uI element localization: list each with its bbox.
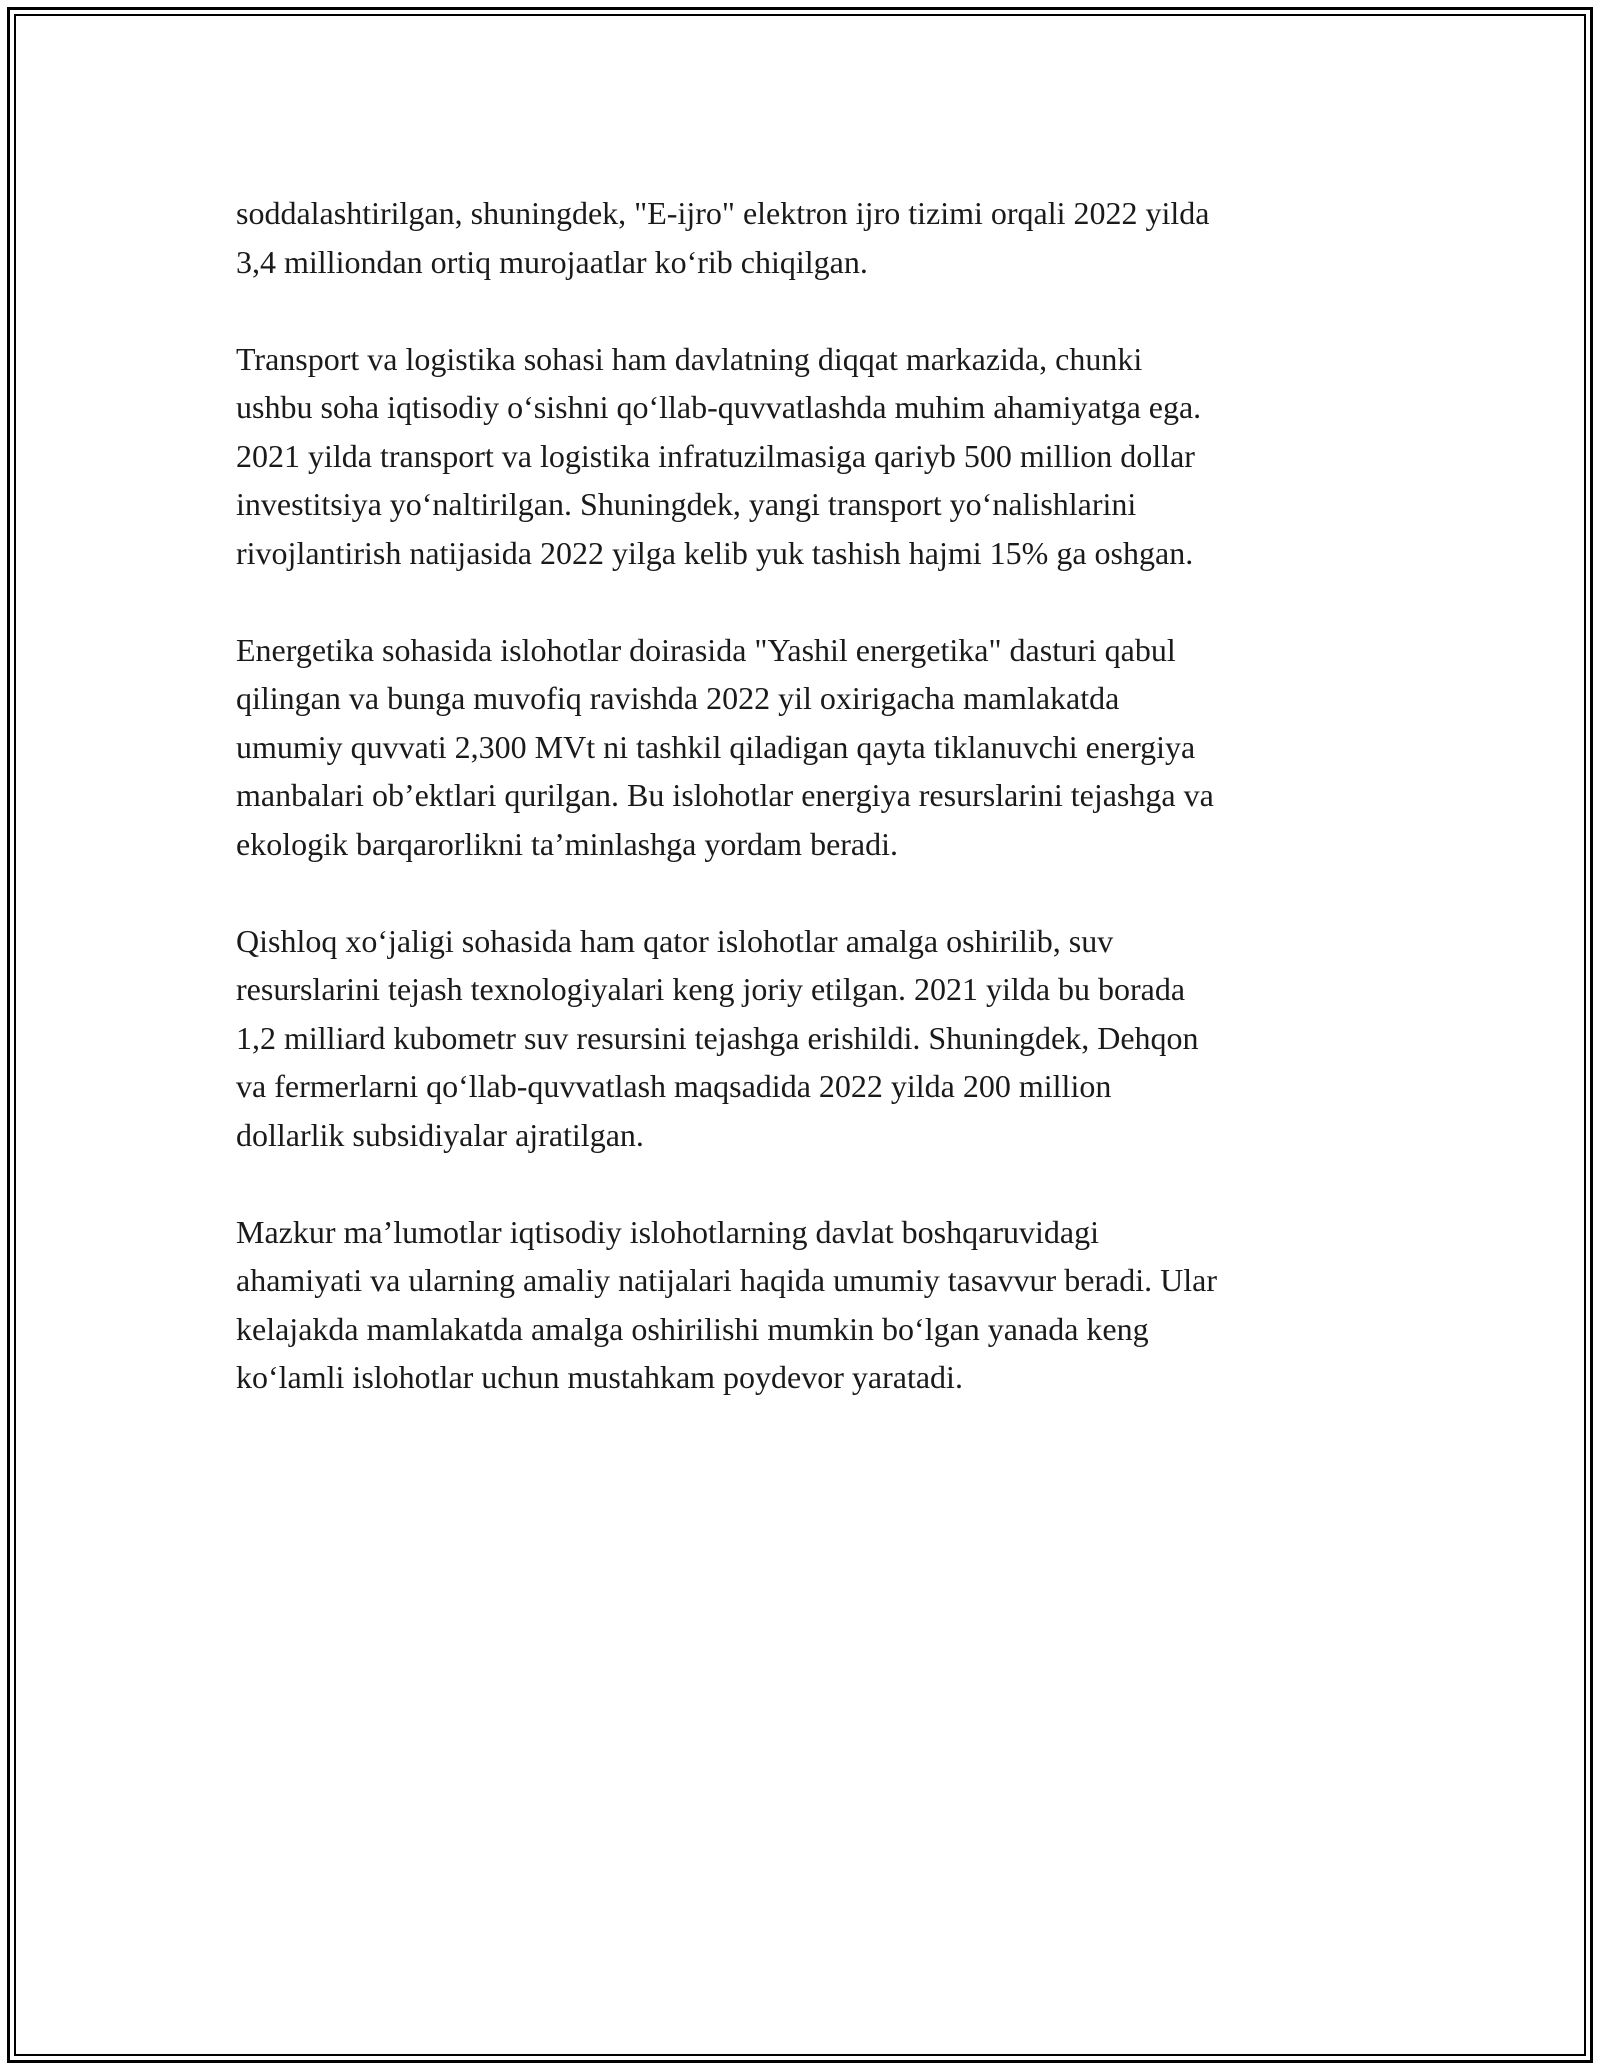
text-line: qilingan va bunga muvofiq ravishda 2022 yil oxirigacha mamlakatda [236,680,1120,716]
text-line: ahamiyati va ularning amaliy natijalari haqida umumiy tasavvur beradi. Ular [236,1262,1217,1298]
paragraph-xulosa [236,1208,1376,1402]
text-line: rivojlantirish natijasida 2022 yilga kelib yuk tashish hajmi 15% ga oshgan. [236,534,1194,571]
document-body [236,189,1376,1450]
text-line: 1,2 milliard kubometr suv resursini tejashga erishildi. Shuningdek, Dehqon [236,1019,1199,1056]
text-line: ushbu soha iqtisodiy o‘sishni qo‘llab-quvvatlashda muhim ahamiyatga ega. [236,389,1202,425]
text-line: kelajakda mamlakatda amalga oshirilishi mumkin bo‘lgan yanada keng [236,1310,1149,1347]
paragraph-qishloq-xojaligi [236,917,1376,1160]
text-line: 3,4 milliondan ortiq murojaatlar ko‘rib chiqilgan. [236,243,868,280]
text-line: Mazkur ma’lumotlar iqtisodiy islohotlarning davlat boshqaruvidagi [236,1213,1099,1250]
text-line: ko‘lamli islohotlar uchun mustahkam poydevor yaratadi. [236,1359,963,1395]
text-line: 2021 yilda transport va logistika infratuzilmasiga qariyb 500 million dollar [236,437,1195,474]
text-line: Qishloq xo‘jaligi sohasida ham qator islohotlar amalga oshirilib, suv [236,922,1114,959]
paragraph-energetika [236,626,1376,869]
text-line: manbalari ob’ektlari qurilgan. Bu islohotlar energiya resurslarini tejashga va [236,777,1214,813]
text-line: Transport va logistika sohasi ham davlatning diqqat markazida, chunki [236,340,1143,377]
text-line: umumiy quvvati 2,300 MVt ni tashkil qiladigan qayta tiklanuvchi energiya [236,728,1196,765]
paragraph-transport [236,335,1376,578]
text-line: va fermerlarni qo‘llab-quvvatlash maqsadida 2022 yilda 200 million [236,1068,1112,1104]
text-line: Energetika sohasida islohotlar doirasida "Yashil energetika" dasturi qabul [236,631,1176,668]
text-line: dollarlik subsidiyalar ajratilgan. [236,1116,644,1153]
text-line: investitsiya yo‘naltirilgan. Shuningdek, yangi transport yo‘nalishlarini [236,486,1137,522]
text-line: soddalashtirilgan, shuningdek, "E-ijro" elektron ijro tizimi orqali 2022 yilda [236,195,1210,231]
text-line: ekologik barqarorlikni ta’minlashga yordam beradi. [236,825,899,862]
paragraph-e-ijro [236,189,1376,286]
text-line: resurslarini tejash texnologiyalari keng joriy etilgan. 2021 yilda bu borada [236,971,1186,1007]
